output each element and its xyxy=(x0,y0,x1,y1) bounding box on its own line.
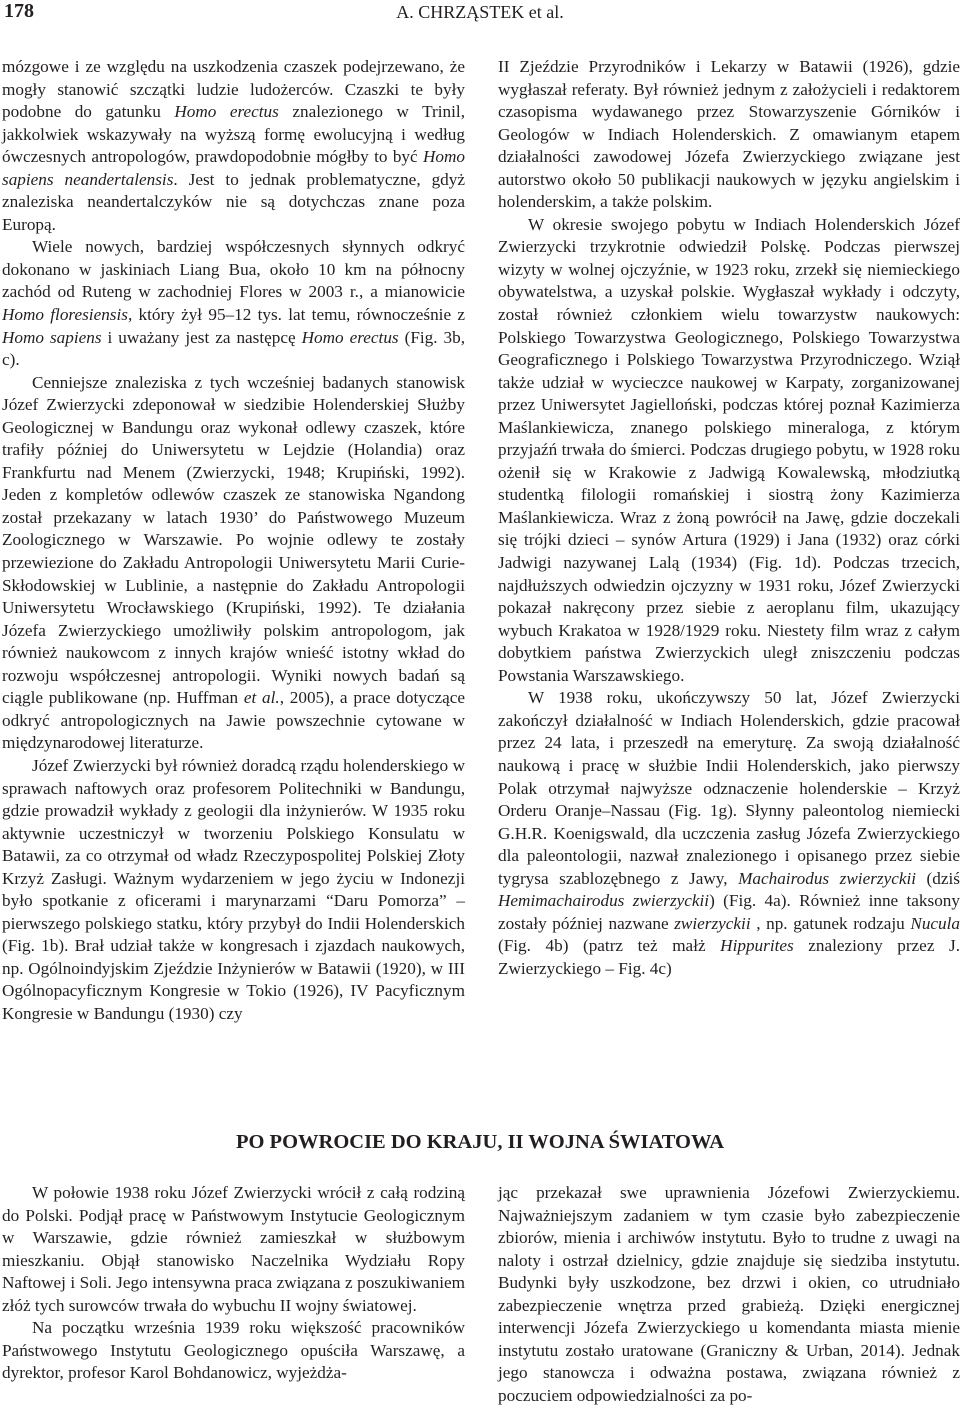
paragraph: Józef Zwierzycki był również doradcą rządu holenderskiego w sprawach naftowych oraz profesorem Politechniki w Bandungu, gdzie prowadził wykłady z geologii dla inżynierów. W 1935 roku aktywnie uczestniczył w tworzeniu Polskiego Konsulatu w Batawii, za co otrzymał od władz Rzeczypospolitej Polskiej Złoty Krzyż Zasługi. Ważnym wydarzeniem w jego życiu w Indonezji było spotkanie z oficerami i marynarzami “Daru Pomorza” – pierwszego polskiego statku, który przybył do Indii Holenderskich (Fig. 1b). Brał udział także w kongresach i zjazdach naukowych, np. Ogólnoindyjskim Zjeździe Inżynierów w Batawii (1920), w III Ogólnopacyficznym Kongresie w Tokio (1926), IV Pacyficznym Kongresie w Bandungu (1930) czy xyxy=(2,755,465,1023)
paragraph: W połowie 1938 roku Józef Zwierzycki wrócił z całą rodziną do Polski. Podjął pracę w Państwowym Instytucie Geologicznym w Warszawie, gdzie również zamieszkał w służbowym mieszkaniu. Objął stanowisko Naczelnika Wydziału Ropy Naftowej i Soli. Jego intensywna praca związana z poszukiwaniem złóż tych surowców trwała do wybuchu II wojny światowej. xyxy=(2,1183,465,1315)
page-header xyxy=(0,0,960,34)
paragraph: Wiele nowych, bardziej współczesnych słynnych odkryć dokonano w jaskiniach Liang Bua, około 10 km na północny zachód od Ruteng w zachodniej Flores w 2003 r., a mianowicie Homo floresiensis, który żył 95–12 tys. lat temu, równocześnie z Homo sapiens i uważany jest za następcę Homo erectus (Fig. 3b, c). xyxy=(2,237,466,370)
left-column xyxy=(2,56,465,1026)
page-number: 178 xyxy=(4,0,34,22)
right-column xyxy=(498,56,960,980)
paragraph: Na początku września 1939 roku większość pracowników Państwowego Instytutu Geologicznego opuściła Warszawę, a dyrektor, profesor Karol Bohdanowicz, wyjeżdża- xyxy=(2,1318,465,1383)
paragraph: Cenniejsze znaleziska z tych wcześniej badanych stanowisk Józef Zwierzycki zdeponował w siedzibie Holenderskiej Służby Geologicznej w Bandungu oraz wykonał odlewy czaszek, które trafiły później do Uniwersytetu w Lejdzie (Holandia) oraz Frankfurtu nad Menem (Zwierzycki, 1948; Krupiński, 1992). Jeden z kompletów odlewów czaszek ze stanowiska Ngandong został przekazany w latach 1930’ do Państwowego Muzeum Zoologicznego w Warszawie. Po wojnie odlewy te zostały przewiezione do Zakładu Antropologii Uniwersytetu Marii Curie-Skłodowskiej w Lublinie, a następnie do Zakładu Antropologii Uniwersytetu Wrocławskiego (Krupiński, 1992). Te działania Józefa Zwierzyckiego umożliwiły polskim antropologom, jak również naukowcom z innych krajów wnieść istotny wkład do rozwoju współczesnej antropologii. Wyniki nowych badań są ciągle publikowane (np. Huffman et al., 2005), a prace dotyczące odkryć antropologicznych na Jawie powszechnie cytowane w międzynarodowej literaturze. xyxy=(2,372,465,753)
paragraph: jąc przekazał swe uprawnienia Józefowi Zwierzyckiemu. Najważniejszym zadaniem w tym czasie było zabezpieczenie zbiorów, mienia i archiwów instytutu. Było to trudne z uwagi na naloty i ostrzał dzielnicy, gdzie znajduje się siedziba instytutu. Budynki były uszkodzone, bez drzwi i okien, co utrudniało zabezpieczenie wnętrza przed grabieżą. Dzięki energicznej interwencji Józefa Zwierzyckiego u komendanta miasta mienie instytutu zostało uratowane (Graniczny & Urban, 2014). Jednak jego stanowcza i odważna postawa, związana również z poczuciem odpowiedzialności za po- xyxy=(498,1183,960,1405)
paragraph: W 1938 roku, ukończywszy 50 lat, Józef Zwierzycki zakończył działalność w Indiach Holenderskich, gdzie pracował przez 24 lata, i przeszedł na emeryturę. Za swoją działalność naukową i pracę w służbie Indii Holenderskich, jako pierwszy Polak otrzymał najwyższe odznaczenie holenderskie – Krzyż Orderu Oranje–Nassau (Fig. 1g). Słynny paleontolog niemiecki G.H.R. Koenigswald, dla uczczenia zasług Józefa Zwierzyckiego dla paleontologii, nazwał znalezionego i opisanego przez siebie tygrysa szablozębnego z Jawy, Machairodus zwierzyckii (dziś Hemimachairodus zwierzyckii) (Fig. 4a). Również inne taksony zostały później nazwane zwierzyckii , np. gatunek rodzaju Nucula (Fig. 4b) (patrz też małż Hippurites znaleziony przez J. Zwierzyckiego – Fig. 4c) xyxy=(498,688,960,978)
paragraph: mózgowe i ze względu na uszkodzenia czaszek podejrzewano, że mogły stanowić szczątki ludzie ludożerców. Czaszki te były podobne do gatunku Homo erectus znalezionego w Trinil, jakkolwiek wskazywały na wyższą formę ewolucyjną i według ówczesnych antropologów, prawdopodobnie mógłby to być Homo sapiens neandertalensis. Jest to jednak problematyczne, gdyż znaleziska neandertalczyków nie są dotychczas znane poza Europą. xyxy=(2,57,465,234)
bottom-right-column xyxy=(498,1182,960,1407)
section-heading: PO POWROCIE DO KRAJU, II WOJNA ŚWIATOWA xyxy=(235,1131,725,1153)
bottom-left-column xyxy=(2,1182,465,1385)
paragraph: II Zjeździe Przyrodników i Lekarzy w Batawii (1926), gdzie wygłaszał referaty. Był również jednym z założycieli i redaktorem czasopisma wydawanego przez Stowarzyszenie Górników i Geologów w Indiach Holenderskich. Z omawianym etapem działalności zawodowej Józefa Zwierzyckiego związane jest autorstwo około 50 publikacji naukowych w języku angielskim i holenderskim, a także polskim. xyxy=(498,57,960,212)
running-head: A. CHRZĄSTEK et al. xyxy=(396,2,564,22)
paragraph: W okresie swojego pobytu w Indiach Holenderskich Józef Zwierzycki trzykrotnie odwiedził Polskę. Podczas pierwszej wizyty w wolnej ojczyźnie, w 1923 roku, zrzekł się niemieckiego obywatelstwa, a uzyskał polskie. Wygłaszał wykłady i odczyty, został również członkiem wielu towarzystw naukowych: Polskiego Towarzystwa Geologicznego, Polskiego Towarzystwa Geograficznego i Polskiego Towarzystwa Przyrodniczego. Wziął także udział w wycieczce naukowej w Karpaty, zorganizowanej przez Uniwersytet Jagielloński, podczas której poznał Kazimierza Maślankiewicza, znanego polskiego mineraloga, z którym przyjaźń trwała do śmierci. Podczas drugiego pobytu, w 1928 roku ożenił się w Krakowie z Jadwigą Kowalewską, młodziutką studentką filologii romańskiej i siostrą żony Kazimierza Maślankiewicza. Wraz z żoną powrócił na Jawę, gdzie doczekali się trójki dzieci – synów Artura (1929) i Jana (1932) oraz córki Jadwigi nazywanej Lalą (1934) (Fig. 1d). Podczas trzecich, najdłuższych odwiedzin ojczyzny w 1931 roku, Józef Zwierzycki pokazał nakręcony przez siebie z aeroplanu film, ukazujący wybuch Krakatoa w 1928/1929 roku. Niestety film wraz z całym dobytkiem państwa Zwierzyckich uległ zniszczeniu podczas Powstania Warszawskiego. xyxy=(498,214,960,685)
